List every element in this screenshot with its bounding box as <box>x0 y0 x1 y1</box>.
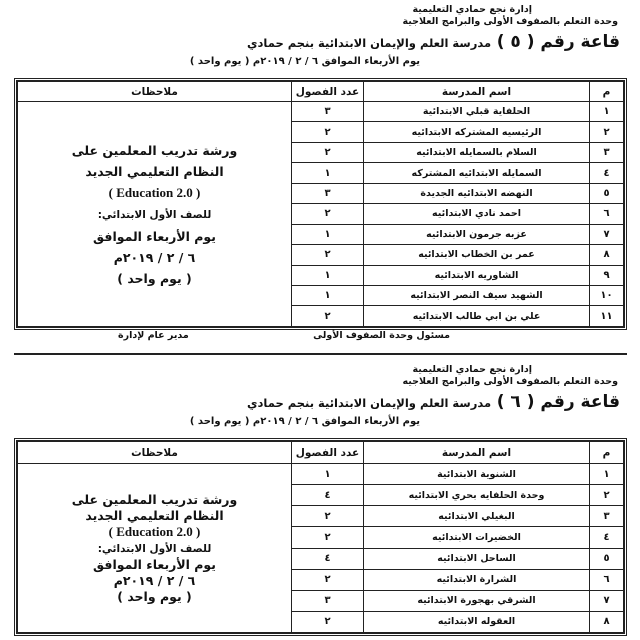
col-header-num: م <box>590 442 624 464</box>
row-number: ٢ <box>590 122 624 142</box>
notes-line2: النظام التعليمي الجديد <box>85 163 224 179</box>
class-count: ٢ <box>292 142 364 162</box>
notes-line1: ورشة تدريب المعلمين على <box>71 491 238 507</box>
row-number: ٨ <box>590 611 624 632</box>
schools-table <box>14 438 627 636</box>
class-count: ١ <box>292 163 364 183</box>
school-name: الشاوريه الابتدائيه <box>364 265 590 285</box>
hall-number: قاعة رقم ( ٥ ) <box>496 32 620 52</box>
class-count: ٢ <box>292 569 364 590</box>
class-count: ٢ <box>292 204 364 224</box>
class-count: ٢ <box>292 245 364 265</box>
unit-name: وحدة التعلم بالصفوف الأولى والبرامج العلاجيه <box>402 376 618 387</box>
col-header-notes: ملاحظات <box>18 442 292 464</box>
notes-line5: يوم الأربعاء الموافق <box>93 556 216 572</box>
school-name: الشرقي بهجورة الابتدائيه <box>364 590 590 611</box>
unit-name: وحدة التعلم بالصفوف الأولى والبرامج العلاجية <box>402 16 618 27</box>
hall-number: قاعة رقم ( ٦ ) <box>496 392 620 412</box>
school-name: عزبه جرمون الابتدائيه <box>364 224 590 244</box>
school-name: الخضيرات الابتدائيه <box>364 527 590 548</box>
class-count: ٣ <box>292 102 364 122</box>
row-number: ٤ <box>590 527 624 548</box>
table-row <box>18 464 624 485</box>
notes-line1: ورشة تدريب المعلمين على <box>71 142 238 158</box>
table-row <box>18 102 624 122</box>
col-header-notes: ملاحظات <box>18 82 292 102</box>
row-number: ٥ <box>590 548 624 569</box>
notes-line7: ( يوم واحد ) <box>117 588 192 604</box>
col-header-school: اسم المدرسة <box>364 82 590 102</box>
notes-line4: للصف الأول الابتدائي: <box>97 542 212 555</box>
col-header-school: اسم المدرسة <box>364 442 590 464</box>
col-header-num: م <box>590 82 624 102</box>
date-line: يوم الأربعاء الموافق ٦ / ٢ / ٢٠١٩م ( يوم واحد ) <box>189 416 420 427</box>
school-name: النهضه الابتدائيه الجديدة <box>364 183 590 203</box>
directorate-name: إدارة نجع حمادي التعليمية <box>412 364 532 375</box>
class-count: ٣ <box>292 590 364 611</box>
notes-line6: ٦ / ٢ / ٢٠١٩م <box>113 572 196 588</box>
class-count: ٤ <box>292 548 364 569</box>
school-name: الشنوية الابتدائية <box>364 464 590 485</box>
hall-title <box>247 32 620 52</box>
row-number: ٧ <box>590 590 624 611</box>
row-number: ٣ <box>590 142 624 162</box>
row-number: ١ <box>590 102 624 122</box>
hall-6-section <box>0 360 640 640</box>
notes-line7: ( يوم واحد ) <box>117 270 192 286</box>
notes-line4: للصف الأول الابتدائي: <box>97 208 212 221</box>
notes-line2: النظام التعليمي الجديد <box>85 507 224 523</box>
class-count: ٢ <box>292 506 364 527</box>
school-name: السلام بالسمايله الابتدائيه <box>364 142 590 162</box>
notes-line6: ٦ / ٢ / ٢٠١٩م <box>113 249 196 265</box>
notes-cell <box>18 464 292 633</box>
notes-cell <box>18 102 292 327</box>
class-count: ٢ <box>292 611 364 632</box>
class-count: ٢ <box>292 306 364 327</box>
class-count: ١ <box>292 224 364 244</box>
school-name: عمر بن الخطاب الابتدائيه <box>364 245 590 265</box>
class-count: ١ <box>292 265 364 285</box>
hall-title <box>247 392 620 412</box>
row-number: ٤ <box>590 163 624 183</box>
class-count: ٢ <box>292 122 364 142</box>
school-name: علي بن ابي طالب الابتدائيه <box>364 306 590 327</box>
row-number: ١١ <box>590 306 624 327</box>
row-number: ١ <box>590 464 624 485</box>
school-name: وحدة الحلفايه بحري الابتدائيه <box>364 485 590 506</box>
school-name: العقوله الابتدائيه <box>364 611 590 632</box>
class-count: ٣ <box>292 183 364 203</box>
school-venue: مدرسة العلم والإيمان الابتدائية بنجم حمادي <box>246 396 492 410</box>
school-name: الساحل الابتدائيه <box>364 548 590 569</box>
school-name: الحلفاية قبلي الابتدائية <box>364 102 590 122</box>
row-number: ٨ <box>590 245 624 265</box>
col-header-classes: عدد الفصول <box>292 442 364 464</box>
school-venue: مدرسة العلم والإيمان الابتدائية بنجم حمادي <box>246 36 492 50</box>
class-count: ١ <box>292 464 364 485</box>
row-number: ٣ <box>590 506 624 527</box>
notes-line3: ( Education 2.0 ) <box>108 523 201 539</box>
school-name: البغيلي الابتدائيه <box>364 506 590 527</box>
row-number: ١٠ <box>590 285 624 305</box>
school-name: احمد نادي الابتدائيه <box>364 204 590 224</box>
col-header-classes: عدد الفصول <box>292 82 364 102</box>
notes-line5: يوم الأربعاء الموافق <box>93 228 216 244</box>
signature-unit-head: مسئول وحدة الصفوف الأولى <box>313 330 450 341</box>
row-number: ٥ <box>590 183 624 203</box>
row-number: ٧ <box>590 224 624 244</box>
class-count: ٢ <box>292 527 364 548</box>
row-number: ٦ <box>590 204 624 224</box>
class-count: ٤ <box>292 485 364 506</box>
row-number: ٦ <box>590 569 624 590</box>
section-divider <box>14 353 627 355</box>
row-number: ٢ <box>590 485 624 506</box>
row-number: ٩ <box>590 265 624 285</box>
school-name: السمايله الابتدائيه المشتركه <box>364 163 590 183</box>
signature-director: مدير عام لإدارة <box>118 330 189 341</box>
class-count: ١ <box>292 285 364 305</box>
notes-line3: ( Education 2.0 ) <box>108 184 201 200</box>
school-name: الشرارة الابتدائيه <box>364 569 590 590</box>
school-name: الرئيسيه المشتركه الابتدائيه <box>364 122 590 142</box>
school-name: الشهيد سيف النصر الابتدائيه <box>364 285 590 305</box>
date-line: يوم الأربعاء الموافق ٦ / ٢ / ٢٠١٩م ( يوم واحد ) <box>189 56 420 67</box>
schools-table <box>14 78 627 330</box>
directorate-name: إدارة نجع حمادي التعليمية <box>412 4 532 15</box>
